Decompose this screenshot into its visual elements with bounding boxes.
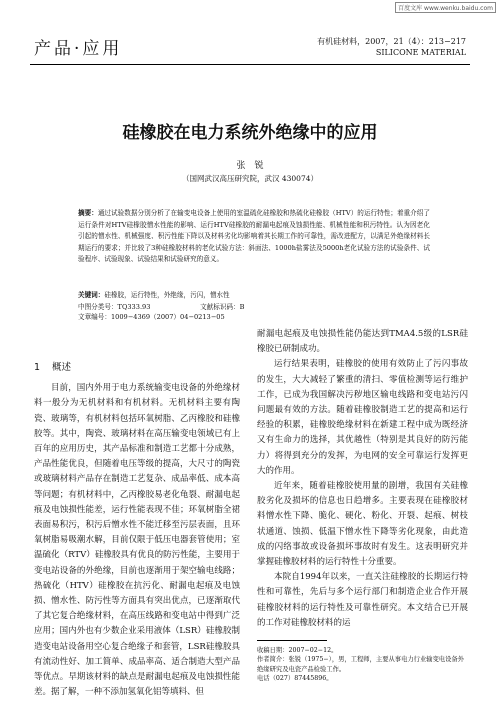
header-rule [30,64,470,65]
keywords-text: 硅橡胶，运行特性，外绝缘，污闪，憎水性 [104,291,230,299]
abstract-text: 通过试验数据分别分析了在输变电设备上使用的室温硫化硅橡胶和热硫化硅橡胶（HTV）的运行特性；着重介绍了运行条件对HTV硅橡胶憎水性能的影响、运行HTV硅橡胶的耐漏电起痕及蚀损性能、机械性能和积污特性。认为因老化引起的憎水性、机械强度、积污性能下降以及材料劣化均影响着其长期工作的可靠性，需改进配方，以满足外绝缘材料长期运行的要求；并比较了3种硅橡胶材料的老化试验方法：斜面法、1000h盐雾法及5000h老化试验方法的试验条件、试验程序、试验现象、试验结果和试验研究的意义。 [78,209,430,264]
body-paragraph: 耐漏电起痕及电蚀损性能仍能达到TMA4.5级的LSR硅橡胶已研制成功。 [257,329,468,355]
article-title: 硅橡胶在电力系统外绝缘中的应用 [122,123,378,143]
body-paragraph: 目前，国内外用于电力系统输变电设备的外绝缘材料一般分为无机材料和有机材料。无机材料主要有陶瓷、玻璃等，有机材料包括环氧树脂、乙丙橡胶和硅橡胶等。其中，陶瓷、玻璃材料在高压输变电领域已有上百年的应用历史，其产品标准和制造工艺都十分成熟，产品性能优良，但随着电压等级的提高，大尺寸的陶瓷或玻璃材料产品存在制造工艺复杂、成品率低、成本高等问题；有机材料中，乙丙橡胶易老化龟裂、耐漏电起痕及电蚀损性能差，运行性能表现不佳；环氧树脂全裙表面易积污，积污后憎水性不能迁移至污层表面，且环氧树脂易吸潮水解，目前仅限于低压电器套管使用；室温硫化（RTV）硅橡胶具有优良的防污性能，主要用于变电站设备的外绝缘，目前也逐渐用于架空输电线路；热硫化（HTV）硅橡胶在抗污化、耐漏电起痕及电蚀损、憎水性、防污性等方面具有突出优点，已逐渐取代了其它复合绝缘材料，在高压线路和变电站中得到广泛应用；国内外也有少数企业采用液体（LSR）硅橡胶制造变电站设备用空心复合绝缘子和套管，LSR硅橡胶具有流动性好、加工简单、成品率高、适合制造大型产品等优点。早期该材料的缺点是耐漏电起痕及电蚀损性能差。据了解，一种不添加氢氧化铝等填料、但 [34,383,240,698]
body-paragraph: 运行结果表明，硅橡胶的使用有效防止了污闪事故的发生，大大减轻了繁重的清扫、零值检测等运行维护工作，已成为我国解决污秽地区输电线路和变电站污闪问题最有效的方法。随着硅橡胶制造工艺的提高和运行经验的积累，硅橡胶绝缘材料在新建工程中成为既经济又有生命力的选择，其优越性（特别是其良好的防污能力）将得到充分的发挥，为电网的安全可靠运行发挥更大的作用。 [257,359,468,476]
footnote [257,646,468,683]
citation-line: 有机硅材料，2007，21（4）：213−217 [317,37,466,46]
document-code: 文献标识码：B [200,303,245,311]
footnote-phone: 电话（027）87445896。 [257,674,333,682]
column-right [257,327,468,631]
classification-line [78,301,430,321]
footnote-rule [257,640,327,641]
article-number: 文章编号：1009−4369（2007）04−0213−05 [78,313,225,321]
footnote-bio: 作者简介：张锐（1975−），男，工程师，主要从事电力行业输变电设备外绝缘研究及电瓷产品检验工作。 [257,656,465,673]
abstract [78,208,430,266]
journal-citation [317,36,466,58]
journal-english-name: SILICONE MATERIAL [375,48,466,57]
clc-number: 中图分类号：TQ333.93 [78,303,151,311]
watermark: 百度文库 www.wenku.baidu.com [395,2,496,13]
footnote-received: 收稿日期：2007−02−12。 [257,647,338,654]
section-number: 1 [34,362,41,373]
journal-section-label: 产品·应用 [34,39,123,59]
affiliation: （国网武汉高压研究院，武汉 430074） [181,174,318,183]
keywords-label: 关键词： [78,291,105,299]
section-heading [34,360,240,375]
column-left [34,360,240,700]
body-paragraph: 本院自1994年以来，一直关注硅橡胶的长期运行特性和可靠性，先后与多个运行部门和制造企业合作开展硅橡胶材料的运行特性及可靠性研究。本文结合已开展的工作对硅橡胶材料的运 [257,572,468,628]
abstract-label: 摘要： [78,209,98,217]
section-title: 概述 [52,362,72,373]
body-paragraph: 近年来，随着硅橡胶使用量的剧增，我国有关硅橡胶劣化及损坏的信息也日趋增多。主要表现在硅橡胶材料憎水性下降、脆化、硬化、粉化、开裂、起痕、树枝状通道、蚀损、低温下憎水性下降等劣化现象，由此造成的闪络事故或设备损坏事故时有发生。这表明研究并掌握硅橡胶材料的运行特性十分重要。 [257,481,468,568]
author: 张 锐 [236,161,264,171]
keywords [78,289,430,299]
